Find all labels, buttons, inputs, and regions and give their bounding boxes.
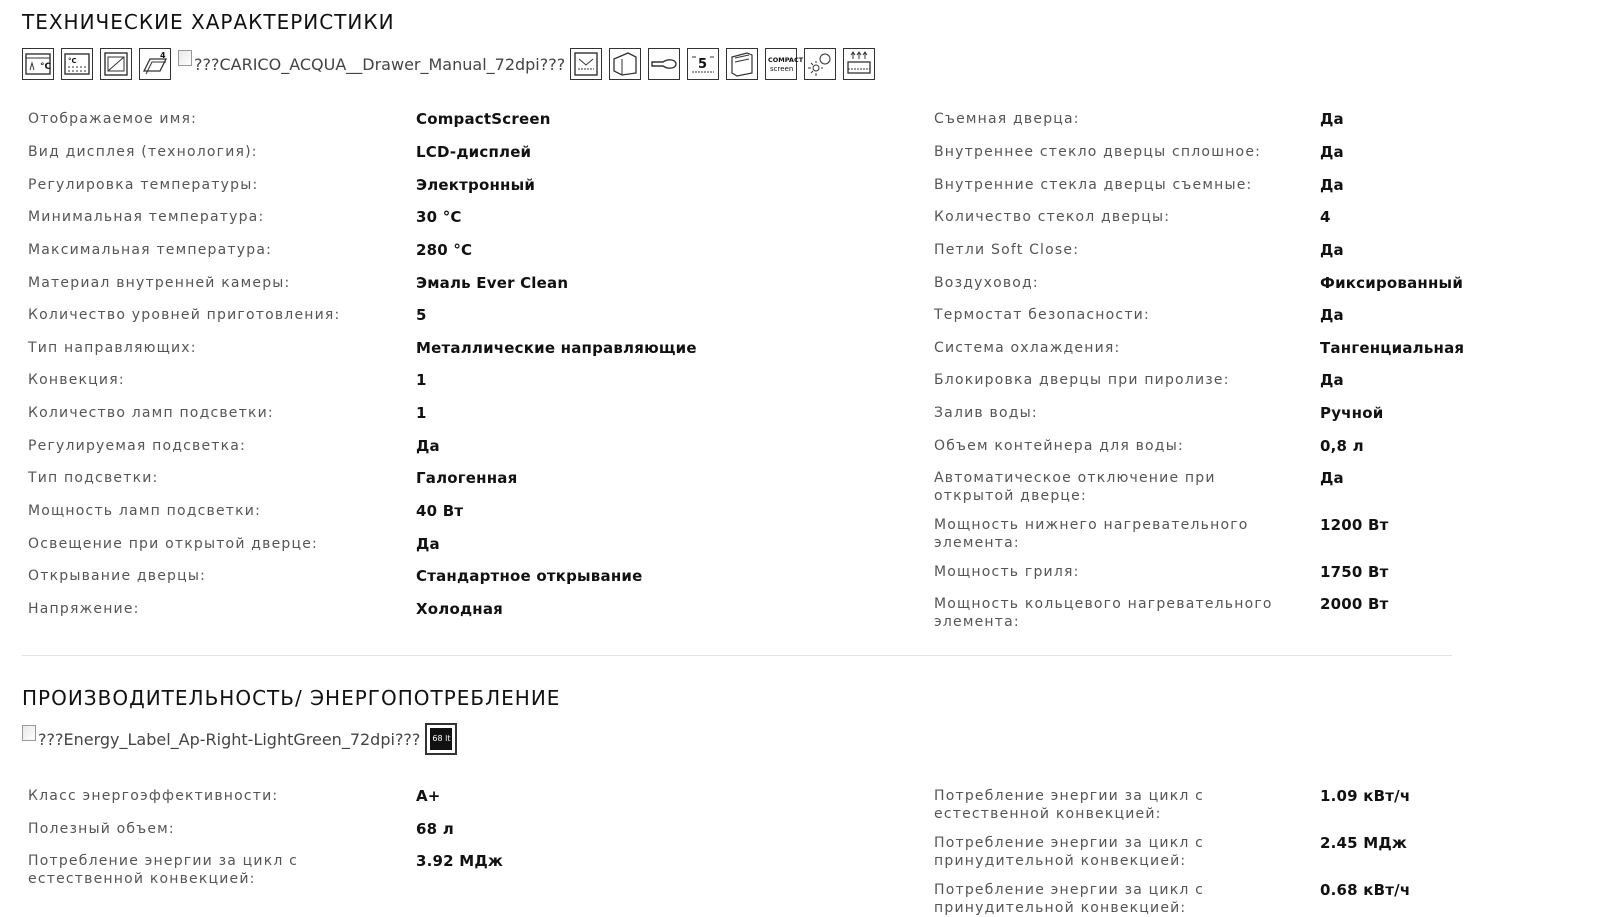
perf-section — [22, 686, 1452, 756]
five-levels-icon — [687, 48, 719, 80]
spec-value: 3.92 МДж — [416, 852, 504, 870]
spec-value: 4 — [1320, 208, 1331, 226]
oven-light-icon — [100, 48, 132, 80]
spec-label: Конвекция: — [28, 372, 125, 388]
cooking-program-icon — [61, 48, 93, 80]
spec-value: Да — [1320, 110, 1344, 128]
spec-label: Открывание дверцы: — [28, 568, 207, 584]
broken-image-icon — [178, 50, 192, 66]
spec-label: Отображаемое имя: — [28, 111, 198, 127]
spec-value: Металлические направляющие — [416, 339, 697, 357]
spec-label: Мощность гриля: — [934, 564, 1080, 580]
door-glass-icon — [726, 48, 758, 80]
spec-value: Стандартное открывание — [416, 567, 643, 585]
spec-value: Тангенциальная — [1320, 339, 1465, 357]
spec-value: Да — [1320, 371, 1344, 389]
svg-text:4: 4 — [160, 51, 166, 60]
removable-door-icon — [609, 48, 641, 80]
spec-value: Холодная — [416, 600, 503, 618]
spec-label: Мощность ламп подсветки: — [28, 503, 261, 519]
compact-screen-icon — [765, 48, 804, 80]
spec-value: 280 °C — [416, 241, 473, 259]
cooling-fan-icon — [843, 48, 875, 80]
spec-label: Мощность нижнего нагревательного элемента: — [934, 517, 1249, 551]
spec-label: Потребление энергии за цикл с принудительной конвекцией: — [934, 882, 1205, 916]
temperature-display-icon — [22, 48, 54, 80]
spec-label: Петли Soft Close: — [934, 242, 1080, 258]
four-levels-icon — [139, 48, 171, 80]
spec-label: Внутренние стекла дверцы съемные: — [934, 177, 1253, 193]
volume-icon-text: 68 lt — [430, 728, 452, 750]
spec-label: Система охлаждения: — [934, 340, 1121, 356]
spec-value: Да — [416, 437, 440, 455]
spec-value: Электронный — [416, 176, 536, 194]
section-divider — [22, 655, 1452, 656]
spec-label: Автоматическое отключение при открытой дверце: — [934, 470, 1216, 504]
spec-label: Регулировка температуры: — [28, 177, 259, 193]
spec-label: Потребление энергии за цикл с принудительной конвекцией: — [934, 835, 1205, 869]
spec-value: CompactScreen — [416, 110, 551, 128]
spec-label: Освещение при открытой дверце: — [28, 536, 318, 552]
spec-label: Класс энергоэффективности: — [28, 788, 279, 804]
spec-label: Потребление энергии за цикл с естественной конвекцией: — [934, 788, 1205, 822]
spec-value: Да — [416, 535, 440, 553]
spec-value: Эмаль Ever Clean — [416, 274, 569, 292]
oven-cavity-icon — [570, 48, 602, 80]
perf-icons-row — [22, 722, 1452, 756]
broken-image-alt-text: ???CARICO_ACQUA__Drawer_Manual_72dpi??? — [194, 54, 566, 74]
svg-text:COMPACT: COMPACT — [768, 56, 804, 64]
spec-value: 1 — [416, 404, 427, 422]
spec-label: Термостат безопасности: — [934, 307, 1150, 323]
spec-label: Максимальная температура: — [28, 242, 273, 258]
spec-label: Блокировка дверцы при пиролизе: — [934, 372, 1230, 388]
broken-image-energy-label — [22, 730, 420, 749]
spec-value: A+ — [416, 787, 441, 805]
svg-text:5: 5 — [698, 57, 708, 72]
spec-label: Тип подсветки: — [28, 470, 159, 486]
svg-text:screen: screen — [770, 65, 794, 73]
spec-label: Объем контейнера для воды: — [934, 438, 1184, 454]
spec-label: Воздуховод: — [934, 275, 1039, 291]
spec-label: Регулируемая подсветка: — [28, 438, 247, 454]
spec-value: Да — [1320, 176, 1344, 194]
spec-label: Минимальная температура: — [28, 209, 265, 225]
spec-value: Фиксированный — [1320, 274, 1464, 292]
spec-value: Да — [1320, 469, 1344, 487]
spec-value: 2000 Вт — [1320, 595, 1389, 613]
svg-text:°C: °C — [68, 57, 77, 65]
spec-label: Потребление энергии за цикл с естественной конвекцией: — [28, 853, 299, 887]
spec-label: Съемная дверца: — [934, 111, 1080, 127]
spec-value: LCD-дисплей — [416, 143, 532, 161]
spec-label: Количество уровней приготовления: — [28, 307, 341, 323]
spec-value: Да — [1320, 306, 1344, 324]
svg-text:°C: °C — [40, 62, 52, 72]
spec-value: 40 Вт — [416, 502, 464, 520]
spec-value: Да — [1320, 241, 1344, 259]
perf-section-title: ПРОИЗВОДИТЕЛЬНОСТЬ/ ЭНЕРГОПОТРЕБЛЕНИЕ — [22, 686, 561, 710]
halogen-lamp-icon — [804, 48, 836, 80]
broken-image-carico-acqua — [178, 55, 565, 74]
volume-icon — [425, 723, 457, 755]
spec-value: Галогенная — [416, 469, 518, 487]
spec-label: Внутреннее стекло дверцы сплошное: — [934, 144, 1262, 160]
spec-value: 5 — [416, 306, 427, 324]
tech-section-title: ТЕХНИЧЕСКИЕ ХАРАКТЕРИСТИКИ — [22, 10, 395, 34]
spec-label: Количество ламп подсветки: — [28, 405, 274, 421]
spec-value: 68 л — [416, 820, 454, 838]
spec-value: 1 — [416, 371, 427, 389]
broken-image-icon — [22, 725, 36, 741]
spec-label: Полезный объем: — [28, 821, 175, 837]
spec-value: 1750 Вт — [1320, 563, 1389, 581]
spec-value: 1200 Вт — [1320, 516, 1389, 534]
spec-value: Ручной — [1320, 404, 1384, 422]
spec-label: Мощность кольцевого нагревательного элемента: — [934, 596, 1273, 630]
spec-value: 1.09 кВт/ч — [1320, 787, 1411, 805]
tech-section — [22, 10, 1452, 81]
spec-value: Да — [1320, 143, 1344, 161]
spec-label: Залив воды: — [934, 405, 1038, 421]
broken-image-alt-text: ???Energy_Label_Ap-Right-LightGreen_72dpi??? — [38, 729, 421, 749]
tech-icons-row — [22, 47, 1452, 81]
spec-value: 0.68 кВт/ч — [1320, 881, 1411, 899]
soft-close-hinge-icon — [648, 48, 680, 80]
spec-label: Тип направляющих: — [28, 340, 197, 356]
spec-label: Вид дисплея (технология): — [28, 144, 258, 160]
spec-label: Напряжение: — [28, 601, 140, 617]
spec-label: Количество стекол дверцы: — [934, 209, 1171, 225]
spec-value: 30 °C — [416, 208, 462, 226]
spec-value: 0,8 л — [1320, 437, 1364, 455]
spec-label: Материал внутренней камеры: — [28, 275, 291, 291]
spec-value: 2.45 МДж — [1320, 834, 1408, 852]
